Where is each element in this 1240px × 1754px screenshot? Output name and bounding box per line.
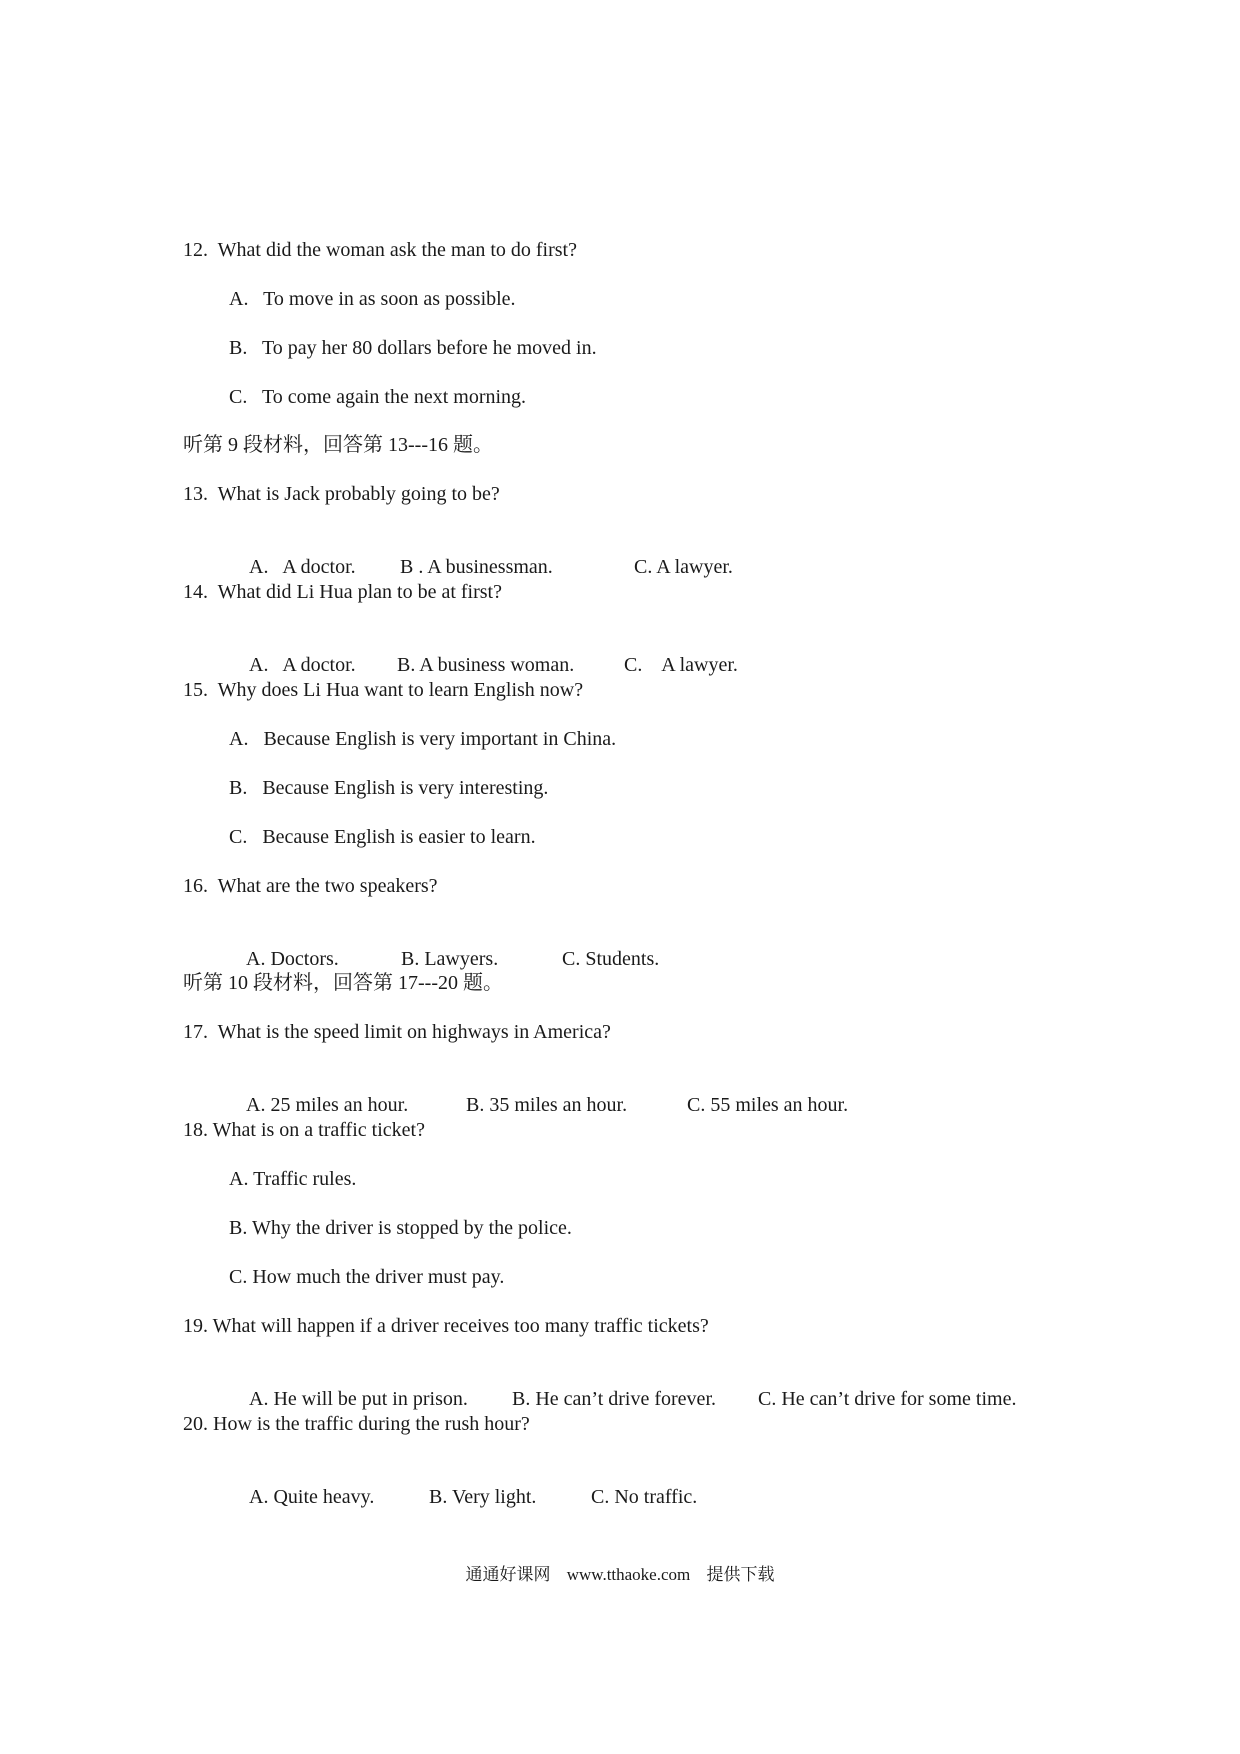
question-20-option-a: A. Quite heavy. <box>249 1486 375 1508</box>
question-16-option-b: B. Lawyers. <box>401 948 499 970</box>
question-16-stem: 16. What are the two speakers? <box>183 875 438 897</box>
section-10-instruction: 听第 10 段材料，回答第 17---20 题。 <box>183 972 503 994</box>
question-18-option-c: C. How much the driver must pay. <box>229 1266 505 1288</box>
question-19-stem: 19. What will happen if a driver receives too many traffic tickets? <box>183 1315 709 1337</box>
question-20-stem: 20. How is the traffic during the rush hour? <box>183 1413 530 1435</box>
question-12-option-a: A. To move in as soon as possible. <box>229 288 516 310</box>
question-17-option-a: A. 25 miles an hour. <box>246 1094 409 1116</box>
question-16-option-a: A. Doctors. <box>246 948 339 970</box>
question-14-option-c: C. A lawyer. <box>624 654 738 676</box>
question-14-option-a: A. A doctor. <box>249 654 356 676</box>
question-20-options <box>229 1461 697 1533</box>
footer-url[interactable]: www.tthaoke.com <box>566 1565 691 1584</box>
question-13-option-a: A. A doctor. <box>249 556 356 578</box>
section-9-instruction: 听第 9 段材料，回答第 13---16 题。 <box>183 434 493 456</box>
question-15-option-a: A. Because English is very important in China. <box>229 728 617 750</box>
question-19-option-c: C. He can’t drive for some time. <box>758 1388 1017 1410</box>
question-18-option-b: B. Why the driver is stopped by the police. <box>229 1217 572 1239</box>
question-19-option-b: B. He can’t drive forever. <box>512 1388 716 1410</box>
question-12-option-b: B. To pay her 80 dollars before he moved in. <box>229 337 597 359</box>
question-17-stem: 17. What is the speed limit on highways in America? <box>183 1021 611 1043</box>
footer-tagline: 提供下载 <box>706 1565 775 1584</box>
question-15-option-b: B. Because English is very interesting. <box>229 777 549 799</box>
question-20-option-c: C. No traffic. <box>591 1486 698 1508</box>
question-18-stem: 18. What is on a traffic ticket? <box>183 1119 425 1141</box>
question-17-option-c: C. 55 miles an hour. <box>687 1094 849 1116</box>
footer-site-name: 通通好课网 <box>465 1565 551 1584</box>
question-18-option-a: A. Traffic rules. <box>229 1168 357 1190</box>
question-12-option-c: C. To come again the next morning. <box>229 386 527 408</box>
question-19-option-a: A. He will be put in prison. <box>249 1388 468 1410</box>
question-14-option-b: B. A business woman. <box>397 654 575 676</box>
question-17-option-b: B. 35 miles an hour. <box>466 1094 628 1116</box>
question-13-stem: 13. What is Jack probably going to be? <box>183 483 500 505</box>
question-13-option-b: B . A businessman. <box>400 556 553 578</box>
question-13-option-c: C. A lawyer. <box>634 556 733 578</box>
question-12-stem: 12. What did the woman ask the man to do first? <box>183 239 577 261</box>
question-14-stem: 14. What did Li Hua plan to be at first? <box>183 581 502 603</box>
question-15-option-c: C. Because English is easier to learn. <box>229 826 536 848</box>
page-footer <box>0 1560 1240 1585</box>
question-15-stem: 15. Why does Li Hua want to learn English now? <box>183 679 584 701</box>
question-20-option-b: B. Very light. <box>429 1486 537 1508</box>
question-16-option-c: C. Students. <box>562 948 660 970</box>
